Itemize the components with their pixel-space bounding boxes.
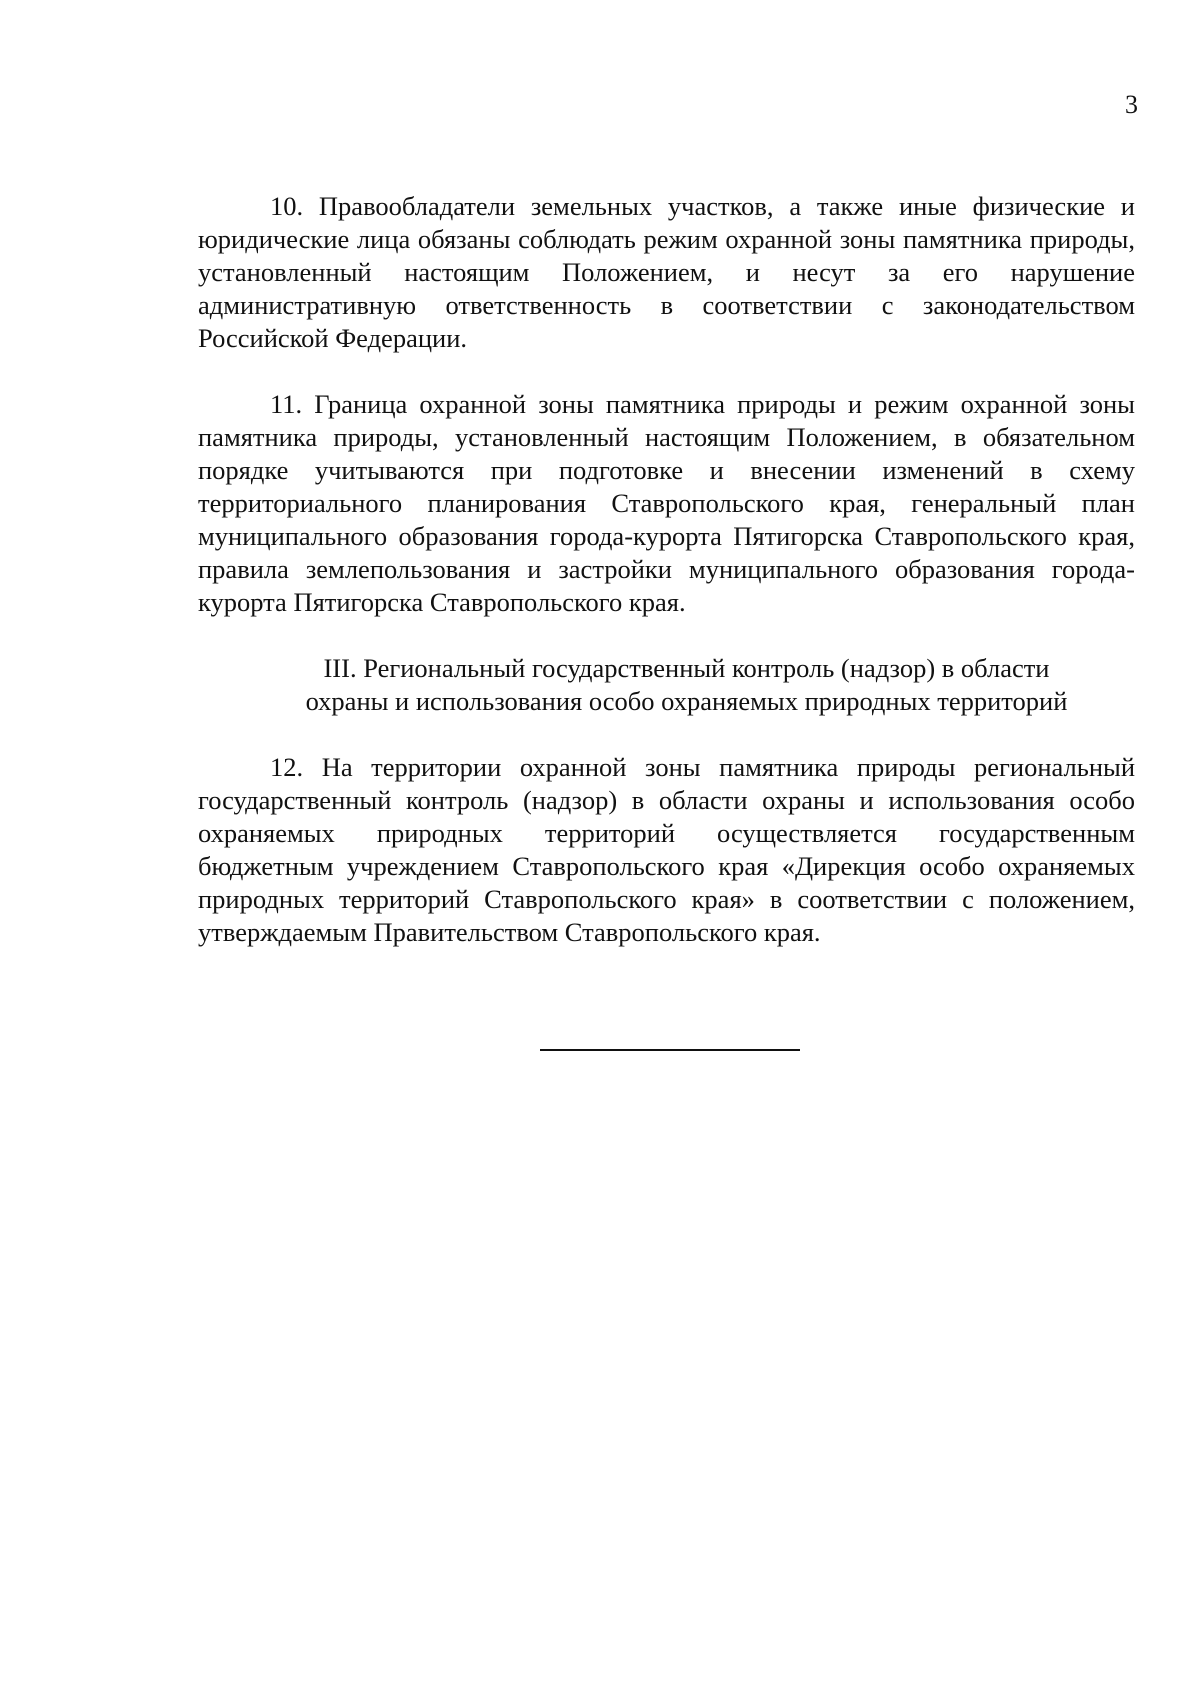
section-heading [198,652,1135,718]
section-heading-line-2: охраны и использования особо охраняемых природных территорий [305,686,1068,716]
document-body [198,190,1135,949]
paragraph-spacer [198,619,1135,652]
paragraph-11: 11. Граница охранной зоны памятника природы и режим охранной зоны памятника природы, установленный настоящим Положением, в обязательном порядке учитываются при подготовке и внесении изменений в схему территориального планирования Ставропольского края, генеральный план муниципального образования города-курорта Пятигорска Ставропольского края, правила землепользования и застройки муниципального образования города-курорта Пятигорска Ставропольского края. [198,389,1135,617]
paragraph-12: 12. На территории охранной зоны памятника природы региональный государственный контроль (надзор) в области охраны и использования особо охраняемых природных территорий осуществляется государственным бюджетным учреждением Ставропольского края «Дирекция особо охраняемых природных территорий Ставропольского края» в соответствии с положением, утверждаемым Правительством Ставропольского края. [198,752,1135,947]
page-number: 3 [1125,90,1138,119]
document-end-rule [540,1049,800,1051]
section-heading-line-1: III. Региональный государственный контроль (надзор) в области [323,653,1050,683]
paragraph-spacer [198,718,1135,751]
paragraph-10: 10. Правообладатели земельных участков, а также иные физические и юридические лица обязаны соблюдать режим охранной зоны памятника природы, установленный настоящим Положением, и несут за его нарушение административную ответственность в соответствии с законодательством Российской Федерации. [198,191,1135,353]
paragraph-spacer [198,355,1135,388]
